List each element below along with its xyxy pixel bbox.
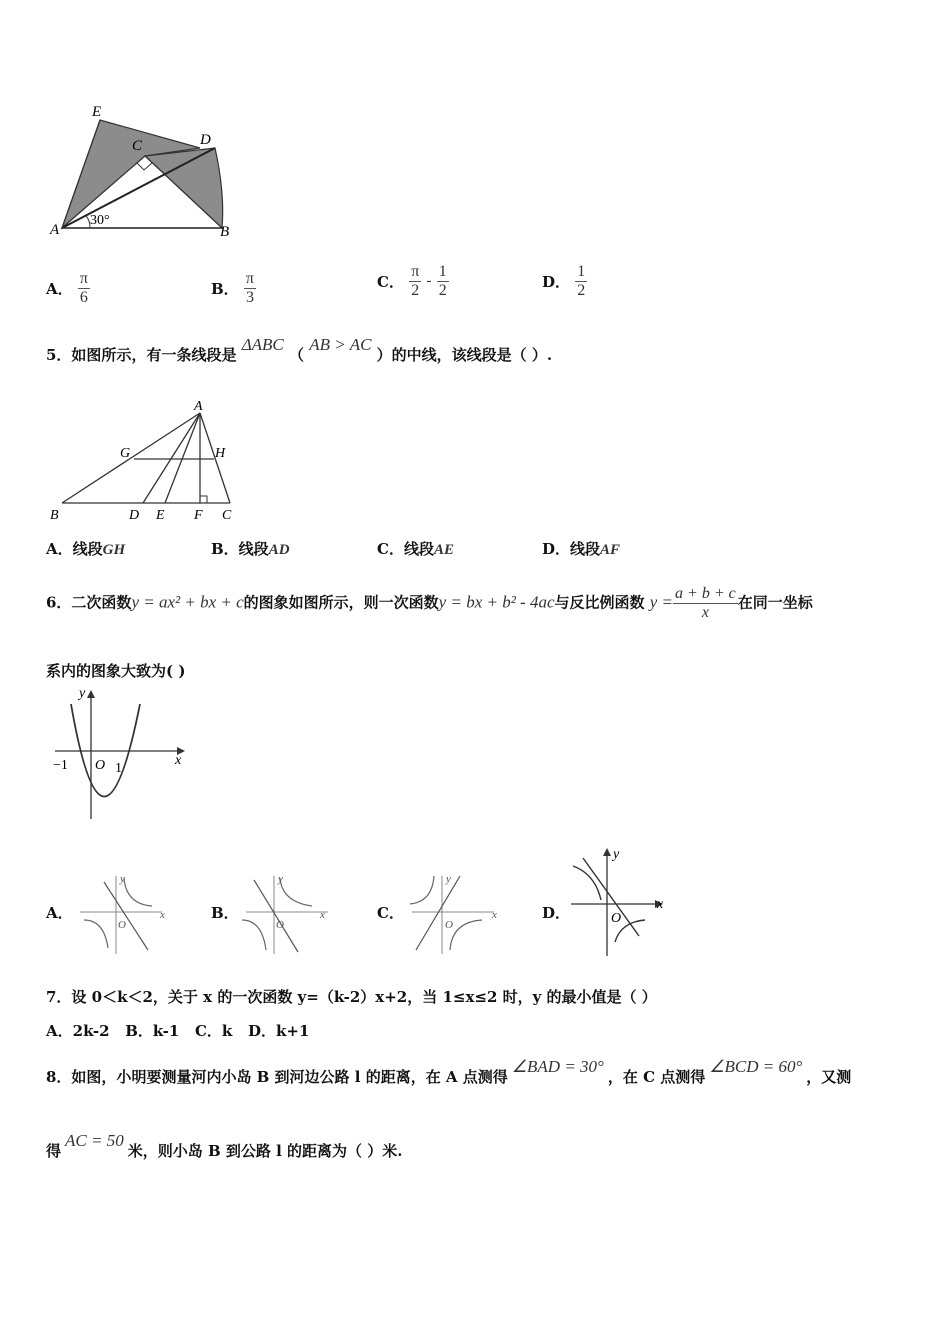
q6-label-one: 1: [115, 761, 122, 776]
q4-option-b-frac: [244, 270, 256, 307]
q4-option-b-den: 3: [245, 289, 254, 306]
q4-option-c-minus: -: [426, 273, 432, 289]
q4-label-angle: 30°: [90, 213, 110, 228]
q6-b-x-label: x: [320, 909, 325, 921]
q4-label-d: D: [200, 132, 211, 148]
q6-label-origin: O: [95, 758, 106, 773]
q4-option-a[interactable]: [46, 270, 90, 307]
q6-formula-inverse-lhs: y =: [649, 592, 674, 612]
q6-b-origin: O: [276, 919, 284, 931]
q4-option-c-num1: π: [411, 263, 420, 280]
q6-c-y-label: y: [446, 873, 451, 885]
q6-d-origin: O: [611, 911, 622, 926]
q8-prefix: 8．如图，小明要测量河内小岛 B 到河边公路 l 的距离，在 A 点测得: [46, 1068, 508, 1086]
q5-label-f: F: [194, 508, 203, 523]
q7-question: 7．设 0＜k＜2，关于 x 的一次函数 y=（k-2）x+2，当 1≤x≤2 时，y 的最小值是（ ）: [46, 988, 657, 1006]
q5-prefix: 5．如图所示，有一条线段是: [46, 346, 237, 364]
q6-b-hyperbola-1: [280, 878, 312, 906]
q5-label-c: C: [222, 508, 232, 523]
q6-formula-inverse-frac: [673, 585, 738, 622]
q4-option-c-frac1: [409, 263, 421, 300]
q6-c-hyperbola-1: [410, 876, 434, 904]
q5-label-a: A: [194, 399, 203, 414]
q5-option-c[interactable]: [377, 538, 454, 559]
q6-question-line2: 系内的图象大致为( ): [46, 662, 186, 680]
q6-d-y-label: y: [613, 847, 620, 862]
q5-option-a[interactable]: [46, 538, 125, 559]
q6-formula-quadratic: y = ax² + bx + c: [131, 592, 244, 612]
q6-option-a-graph[interactable]: [66, 868, 171, 958]
q6-option-c[interactable]: C．: [377, 904, 404, 922]
q5-line-ab: [62, 413, 200, 503]
q6-a-hyperbola-2: [84, 920, 108, 948]
q4-option-c-frac2: [437, 263, 449, 300]
q6-formula-inverse-den: x: [701, 604, 709, 621]
q4-option-b-num: π: [245, 270, 254, 287]
q5-option-c-value: AE: [433, 542, 454, 558]
q6-b-y-label: y: [278, 873, 283, 885]
q6-d-x-label: x: [657, 897, 664, 912]
q8-ac-value: AC = 50: [65, 1131, 124, 1150]
q8-angle-bad: ∠BAD = 30°: [511, 1057, 604, 1076]
q5-label-b: B: [50, 508, 59, 523]
q6-d-y-arrow: [603, 848, 611, 856]
q6-tail: 在同一坐标: [737, 593, 813, 612]
q6-label-neg1: −1: [53, 758, 68, 773]
q6-option-b[interactable]: B．: [211, 904, 239, 922]
q5-label-h: H: [215, 446, 226, 461]
q6-c-x-label: x: [492, 909, 497, 921]
q6-c-hyperbola-2: [450, 920, 482, 950]
q4-option-a-den: 6: [79, 289, 88, 306]
q6-a-origin: O: [118, 919, 126, 931]
q8-question-line1: [46, 1057, 852, 1087]
q5-figure: [42, 395, 242, 530]
q6-a-line: [104, 882, 148, 950]
q5-option-d-letter: D．线段: [542, 540, 601, 558]
q6-a-hyperbola-1: [124, 878, 152, 906]
q6-c-line: [416, 876, 460, 950]
q5-right-angle-mark: [200, 496, 207, 503]
q6-formula-linear: y = bx + b² - 4ac: [438, 592, 555, 612]
q6-a-y-label: y: [120, 873, 125, 885]
q6-option-b-graph[interactable]: [232, 868, 337, 958]
q4-option-c-letter: C．: [377, 273, 404, 291]
q5-option-a-value: GH: [102, 542, 126, 558]
q4-label-a: A: [50, 222, 60, 238]
q6-option-a[interactable]: A．: [46, 904, 73, 922]
q6-label-y: y: [79, 686, 86, 701]
q6-a-x-label: x: [160, 909, 165, 921]
q5-option-d[interactable]: [542, 538, 620, 559]
q5-option-c-letter: C．线段: [377, 540, 434, 558]
q4-option-c-num2: 1: [438, 263, 447, 280]
q7-options[interactable]: A．2k-2 B．k-1 C．k D．k+1: [46, 1022, 310, 1040]
q8-question-line2: [46, 1131, 403, 1161]
q6-option-d[interactable]: D．: [542, 904, 571, 922]
q5-line-ad: [143, 413, 200, 503]
q4-option-a-num: π: [79, 270, 88, 287]
q5-option-b[interactable]: [211, 538, 290, 559]
q5-triangle: ΔABC: [241, 335, 284, 354]
q4-label-e: E: [92, 104, 102, 120]
q5-option-a-letter: A．线段: [46, 540, 103, 558]
q4-option-b-letter: B．: [211, 280, 239, 298]
q4-option-d-den: 2: [577, 282, 586, 299]
q5-question: [46, 335, 553, 365]
q6-question-line1: [46, 585, 813, 622]
q6-b-line: [254, 880, 298, 952]
q8-line2-prefix: 得: [46, 1142, 62, 1160]
q4-option-d-letter: D．: [542, 273, 571, 291]
q4-label-b: B: [220, 224, 230, 240]
q8-mid: ，在 C 点测得: [607, 1068, 706, 1086]
q5-option-d-value: AF: [600, 542, 621, 558]
q4-option-c-den1: 2: [411, 282, 420, 299]
q5-label-g: G: [120, 446, 131, 461]
q6-prefix: 6．二次函数: [46, 593, 132, 612]
q4-option-d[interactable]: [542, 263, 587, 300]
q6-mid2: 与反比例函数: [554, 593, 645, 612]
q5-suffix: ）的中线，该线段是（ ）.: [376, 346, 553, 364]
q4-option-b[interactable]: [211, 270, 256, 307]
q5-option-b-value: AD: [268, 542, 290, 558]
q4-option-d-frac: [575, 263, 587, 300]
q4-option-a-letter: A．: [46, 280, 73, 298]
q4-figure: [40, 98, 240, 248]
q8-tail: ，又测: [806, 1068, 852, 1086]
q5-label-d: D: [129, 508, 140, 523]
q4-label-c: C: [132, 138, 143, 154]
q6-option-c-graph[interactable]: [398, 868, 503, 958]
q6-label-x: x: [175, 753, 182, 768]
q5-option-b-letter: B．线段: [211, 540, 269, 558]
q6-d-hyperbola-1: [573, 866, 601, 900]
q8-angle-bcd: ∠BCD = 60°: [709, 1057, 803, 1076]
q5-paren-open: （: [289, 346, 305, 364]
q5-condition: AB > AC: [309, 335, 372, 354]
q5-line-ae: [165, 413, 200, 503]
q6-parabola-graph: [45, 684, 195, 824]
q6-b-hyperbola-2: [242, 920, 266, 950]
q4-option-c[interactable]: [377, 263, 449, 300]
q6-parabola-curve: [71, 704, 140, 797]
q6-mid1: 的图象如图所示，则一次函数: [243, 593, 439, 612]
q8-line2-suffix: 米，则小岛 B 到公路 l 的距离为（ ）米.: [127, 1142, 403, 1160]
q6-c-origin: O: [445, 919, 453, 931]
q5-label-e: E: [156, 508, 165, 523]
q6-option-d-graph[interactable]: [565, 844, 670, 960]
q4-option-c-den2: 2: [438, 282, 447, 299]
q4-option-a-frac: [78, 270, 90, 307]
q6-formula-inverse-num: a + b + c: [675, 585, 736, 602]
q4-option-d-num: 1: [577, 263, 586, 280]
q6-y-arrow: [87, 690, 95, 698]
